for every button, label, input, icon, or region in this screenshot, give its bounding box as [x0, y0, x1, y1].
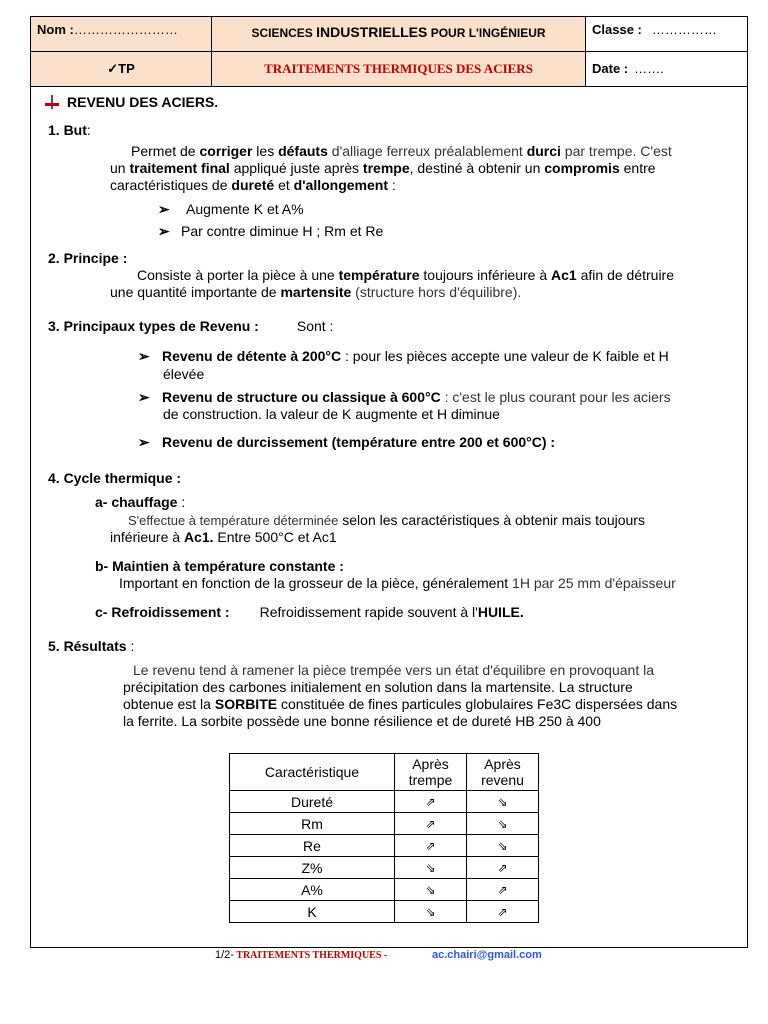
- table-header-cell: Après trempe: [395, 754, 467, 791]
- tp-title-cell: TRAITEMENTS THERMIQUES DES ACIERS: [212, 52, 586, 87]
- table-row: [230, 791, 539, 813]
- tp-cell: ✓TP: [31, 52, 212, 87]
- arrow-icon: ⇗: [395, 813, 467, 835]
- s3-item-3: ➢ Revenu de durcissement (température entre 200 et 600°C) :: [138, 434, 556, 450]
- arrow-bullet-icon: ➢: [138, 434, 150, 450]
- s1-line-1: Permet de corriger les défauts d'alliage ferreux préalablement durci par trempe. C'est: [131, 143, 672, 159]
- s4-b-title: b- Maintien à température constante :: [95, 558, 344, 574]
- s3-item-1: ➢ Revenu de détente à 200°C : pour les pièces accepte une valeur de K faible et H: [138, 348, 669, 364]
- header-table: [30, 16, 748, 87]
- s2-line-1: Consiste à porter la pièce à une température toujours inférieure à Ac1 afin de détruire: [137, 267, 675, 283]
- table-cell: Rm: [230, 813, 395, 835]
- arrow-icon: ⇘: [467, 835, 539, 857]
- table-header-cell: Après revenu: [467, 754, 539, 791]
- arrow-icon: ⇗: [467, 879, 539, 901]
- s4-a-line-1: S'effectue à température déterminée selon les caractéristiques à obtenir mais toujours: [128, 512, 645, 528]
- s3-item-2: ➢ Revenu de structure ou classique à 600°C : c'est le plus courant pour les aciers: [138, 389, 671, 405]
- table-header-cell: Caractéristique: [230, 754, 395, 791]
- arrow-bullet-icon: ➢: [138, 348, 150, 364]
- s1-line-3: caractéristiques de dureté et d'allongement :: [110, 177, 396, 193]
- arrow-icon: ⇘: [395, 901, 467, 923]
- s1-bullet-1: ➢ Augmente K et A%: [158, 201, 304, 217]
- s4-c-line: c- Refroidissement : Refroidissement rapide souvent à l'HUILE.: [95, 604, 524, 620]
- section-5-title: 5. Résultats :: [48, 638, 135, 654]
- arrow-icon: ⇗: [467, 857, 539, 879]
- s4-b-line-1: Important en fonction de la grosseur de la pièce, généralement 1H par 25 mm d'épaisseur: [119, 575, 676, 591]
- nom-cell: Nom :……………………: [31, 17, 212, 52]
- arrow-bullet-icon: ➢: [158, 223, 170, 239]
- s1-line-2: un traitement final appliqué juste après trempe, destiné à obtenir un compromis entre: [110, 160, 656, 176]
- s3-item-2-cont: de construction. la valeur de K augmente et H diminue: [163, 406, 500, 422]
- arrow-bullet-icon: ➢: [138, 389, 150, 405]
- arrow-icon: ⇘: [395, 879, 467, 901]
- pin-icon: [45, 95, 59, 109]
- table-row: [230, 813, 539, 835]
- s5-line-4: la ferrite. La sorbite possède une bonne résilience et de dureté HB 250 à 400: [123, 713, 601, 729]
- arrow-icon: ⇘: [467, 813, 539, 835]
- section-4-title: 4. Cycle thermique :: [48, 470, 182, 486]
- arrow-icon: ⇘: [467, 791, 539, 813]
- s5-line-2: précipitation des carbones initialement en solution dans la martensite. La structure: [123, 679, 633, 695]
- footer-page-ref: 1/2- TRAITEMENTS THERMIQUES -: [215, 949, 388, 961]
- s4-a-line-2: inférieure à Ac1. Entre 500°C et Ac1: [110, 529, 337, 545]
- table-header-row: [230, 754, 539, 791]
- arrow-icon: ⇗: [467, 901, 539, 923]
- s2-line-2: une quantité importante de martensite (structure hors d'équilibre).: [110, 284, 522, 300]
- table-row: [230, 879, 539, 901]
- results-table: [229, 753, 539, 923]
- section-2-title: 2. Principe :: [48, 250, 128, 266]
- section-3-title: 3. Principaux types de Revenu : Sont :: [48, 318, 334, 334]
- table-cell: Re: [230, 835, 395, 857]
- classe-cell: Classe : ……………: [586, 17, 748, 52]
- section-1-title: 1. But:: [48, 122, 91, 138]
- date-cell: Date : …….: [586, 52, 748, 87]
- arrow-icon: ⇗: [395, 791, 467, 813]
- table-row: [230, 835, 539, 857]
- s4-a-title: a- chauffage :: [95, 494, 186, 510]
- footer-email[interactable]: ac.chairi@gmail.com: [432, 949, 542, 961]
- s5-line-1: Le revenu tend à ramener la pièce trempée vers un état d'équilibre en provoquant la: [133, 662, 655, 678]
- s5-line-3: obtenue est la SORBITE constituée de fines particules globulaires Fe3C dispersées dans: [123, 696, 678, 712]
- arrow-bullet-icon: ➢: [158, 201, 170, 217]
- table-cell: K: [230, 901, 395, 923]
- arrow-icon: ⇘: [395, 857, 467, 879]
- table-row: [230, 901, 539, 923]
- sciences-cell: SCIENCES INDUSTRIELLES POUR L'INGÉNIEUR: [212, 17, 586, 52]
- table-cell: Dureté: [230, 791, 395, 813]
- table-cell: A%: [230, 879, 395, 901]
- s3-item-1-cont: élevée: [163, 366, 205, 382]
- table-row: [230, 857, 539, 879]
- main-title: REVENU DES ACIERS.: [45, 94, 218, 110]
- s1-bullet-2: ➢ Par contre diminue H ; Rm et Re: [158, 223, 384, 239]
- arrow-icon: ⇗: [395, 835, 467, 857]
- table-cell: Z%: [230, 857, 395, 879]
